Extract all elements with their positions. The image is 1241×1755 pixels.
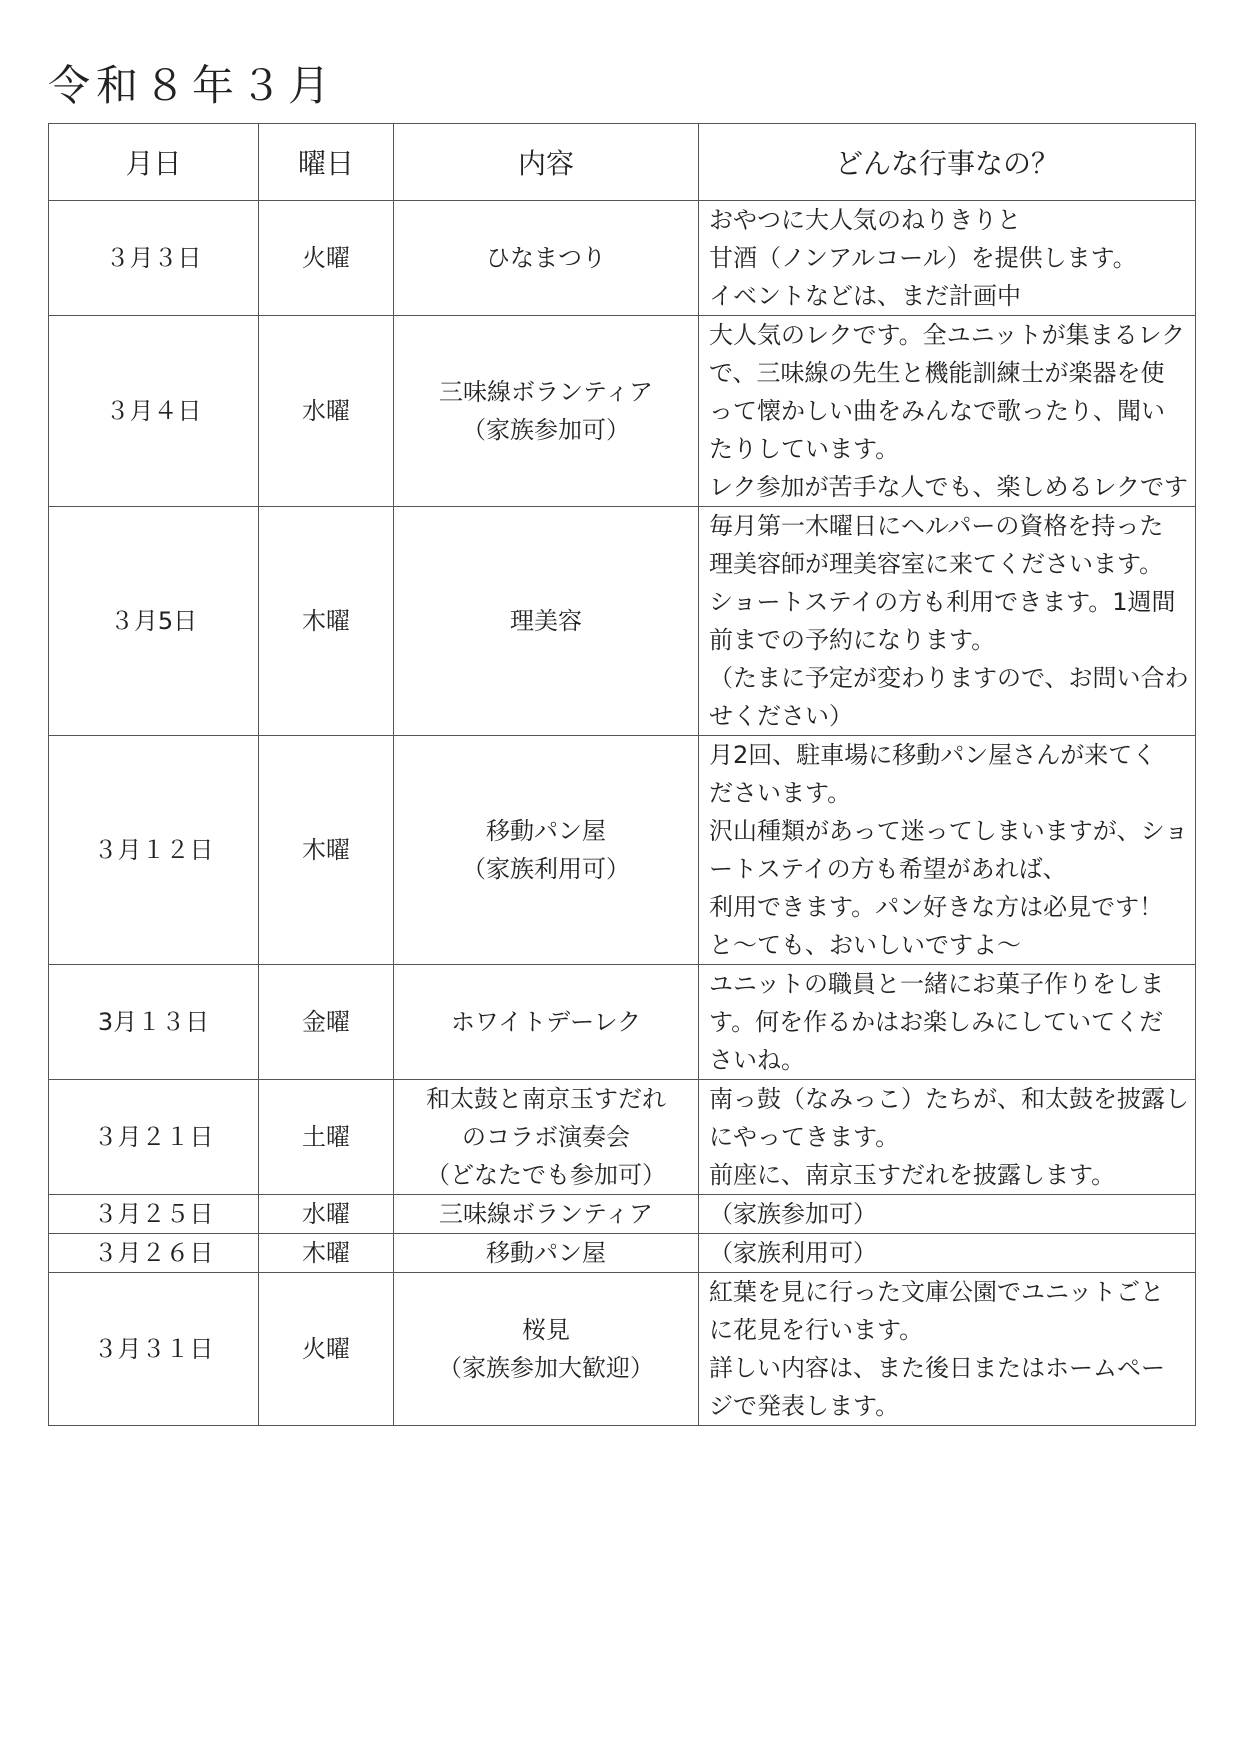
description-line: せください）	[709, 702, 853, 730]
description-line: す。何を作るかはお楽しみにしていてくだ	[709, 1008, 1164, 1036]
description-cell	[699, 201, 1196, 316]
day-cell: 火曜	[259, 1273, 394, 1426]
description-cell	[699, 1234, 1196, 1273]
day-cell: 水曜	[259, 316, 394, 507]
description-line: 前座に、南京玉すだれを披露します。	[709, 1161, 1116, 1189]
table-row	[49, 1273, 1196, 1426]
description-cell	[699, 1195, 1196, 1234]
event-line: （家族参加可）	[462, 416, 630, 444]
event-line: 移動パン屋	[486, 817, 606, 845]
description-line: 南っ鼓（なみっこ）たちが、和太鼓を披露し	[709, 1085, 1189, 1113]
description-line: 利用できます。パン好きな方は必見です！	[709, 893, 1164, 921]
date-cell: ３月5日	[49, 507, 259, 736]
description-line: 月2回、駐車場に移動パン屋さんが来てく	[709, 741, 1157, 769]
description-cell	[699, 507, 1196, 736]
event-cell	[394, 965, 699, 1080]
description-line: （家族参加可）	[709, 1200, 877, 1228]
description-cell	[699, 1273, 1196, 1426]
description-line: イベントなどは、まだ計画中	[709, 282, 1021, 310]
event-line: ひなまつり	[486, 244, 606, 272]
date-cell: ３月２５日	[49, 1195, 259, 1234]
date-cell: ３月３日	[49, 201, 259, 316]
event-schedule-table	[48, 123, 1196, 1426]
table-row	[49, 507, 1196, 736]
description-cell	[699, 316, 1196, 507]
description-line: （たまに予定が変わりますので、お問い合わ	[709, 664, 1189, 692]
column-header-date: 月日	[49, 124, 259, 201]
description-line: 紅葉を見に行った文庫公園でユニットごと	[709, 1278, 1165, 1306]
date-cell: ３月２６日	[49, 1234, 259, 1273]
event-line: 三味線ボランティア	[438, 1200, 654, 1228]
event-cell	[394, 1234, 699, 1273]
day-cell: 金曜	[259, 965, 394, 1080]
event-line: 和太鼓と南京玉すだれ	[426, 1085, 666, 1113]
day-cell: 木曜	[259, 1234, 394, 1273]
description-line: 沢山種類があって迷ってしまいますが、ショ	[709, 817, 1189, 845]
description-line: さいね。	[709, 1046, 805, 1074]
description-cell	[699, 736, 1196, 965]
table-row	[49, 1234, 1196, 1273]
date-cell: ３月２１日	[49, 1080, 259, 1195]
table-row	[49, 736, 1196, 965]
column-header-description: どんな行事なの？	[699, 124, 1196, 201]
description-line: ださいます。	[709, 779, 852, 807]
event-line: 理美容	[510, 607, 582, 635]
description-line: 詳しい内容は、また後日またはホームペー	[709, 1354, 1165, 1382]
description-cell	[699, 1080, 1196, 1195]
description-line: 理美容師が理美容室に来てくださいます。	[709, 550, 1164, 578]
day-cell: 土曜	[259, 1080, 394, 1195]
event-cell	[394, 507, 699, 736]
description-line: と～ても、おいしいですよ～	[709, 931, 1021, 959]
description-line: ショートステイの方も利用できます。1週間	[709, 588, 1176, 616]
day-cell: 火曜	[259, 201, 394, 316]
table-header-row	[49, 124, 1196, 201]
table-row	[49, 965, 1196, 1080]
description-line: ートステイの方も希望があれば、	[709, 855, 1067, 883]
description-line: 大人気のレクです。全ユニットが集まるレク	[709, 321, 1186, 349]
table-row	[49, 316, 1196, 507]
description-line: に花見を行います。	[709, 1316, 924, 1344]
description-line: で、三味線の先生と機能訓練士が楽器を使	[709, 359, 1165, 387]
table-row	[49, 1080, 1196, 1195]
event-cell	[394, 1273, 699, 1426]
description-line: って懐かしい曲をみんなで歌ったり、聞い	[709, 397, 1165, 425]
day-cell: 水曜	[259, 1195, 394, 1234]
description-cell	[699, 965, 1196, 1080]
event-line: 三味線ボランティア	[438, 378, 654, 406]
description-line: ユニットの職員と一緒にお菓子作りをしま	[709, 970, 1165, 998]
date-cell: ３月３１日	[49, 1273, 259, 1426]
description-line: （家族利用可）	[709, 1239, 877, 1267]
description-line: たりしています。	[709, 435, 900, 463]
date-cell: ３月４日	[49, 316, 259, 507]
description-line: おやつに大人気のねりきりと	[709, 206, 1021, 234]
description-line: 前までの予約になります。	[709, 626, 996, 654]
date-cell: ３月１２日	[49, 736, 259, 965]
table-row	[49, 201, 1196, 316]
description-line: 甘酒（ノンアルコール）を提供します。	[709, 244, 1137, 272]
description-line: レク参加が苦手な人でも、楽しめるレクです	[709, 473, 1189, 501]
event-line: （どなたでも参加可）	[426, 1161, 666, 1189]
event-line: 桜見	[522, 1316, 570, 1344]
event-cell	[394, 1080, 699, 1195]
column-header-day: 曜日	[259, 124, 394, 201]
event-cell	[394, 201, 699, 316]
event-line: （家族参加大歓迎）	[438, 1354, 654, 1382]
day-cell: 木曜	[259, 736, 394, 965]
event-line: のコラボ演奏会	[462, 1123, 630, 1151]
description-line: ジで発表します。	[709, 1392, 900, 1420]
description-line: 毎月第一木曜日にヘルパーの資格を持った	[709, 512, 1164, 540]
event-cell	[394, 736, 699, 965]
event-line: ホワイトデーレク	[450, 1008, 642, 1036]
column-header-event: 内容	[394, 124, 699, 201]
table-row	[49, 1195, 1196, 1234]
page-title: 令和８年３月	[48, 61, 337, 110]
description-line: にやってきます。	[709, 1123, 900, 1151]
event-cell	[394, 316, 699, 507]
event-line: （家族利用可）	[462, 855, 630, 883]
event-cell	[394, 1195, 699, 1234]
date-cell: 3月１３日	[49, 965, 259, 1080]
event-line: 移動パン屋	[486, 1239, 606, 1267]
day-cell: 木曜	[259, 507, 394, 736]
